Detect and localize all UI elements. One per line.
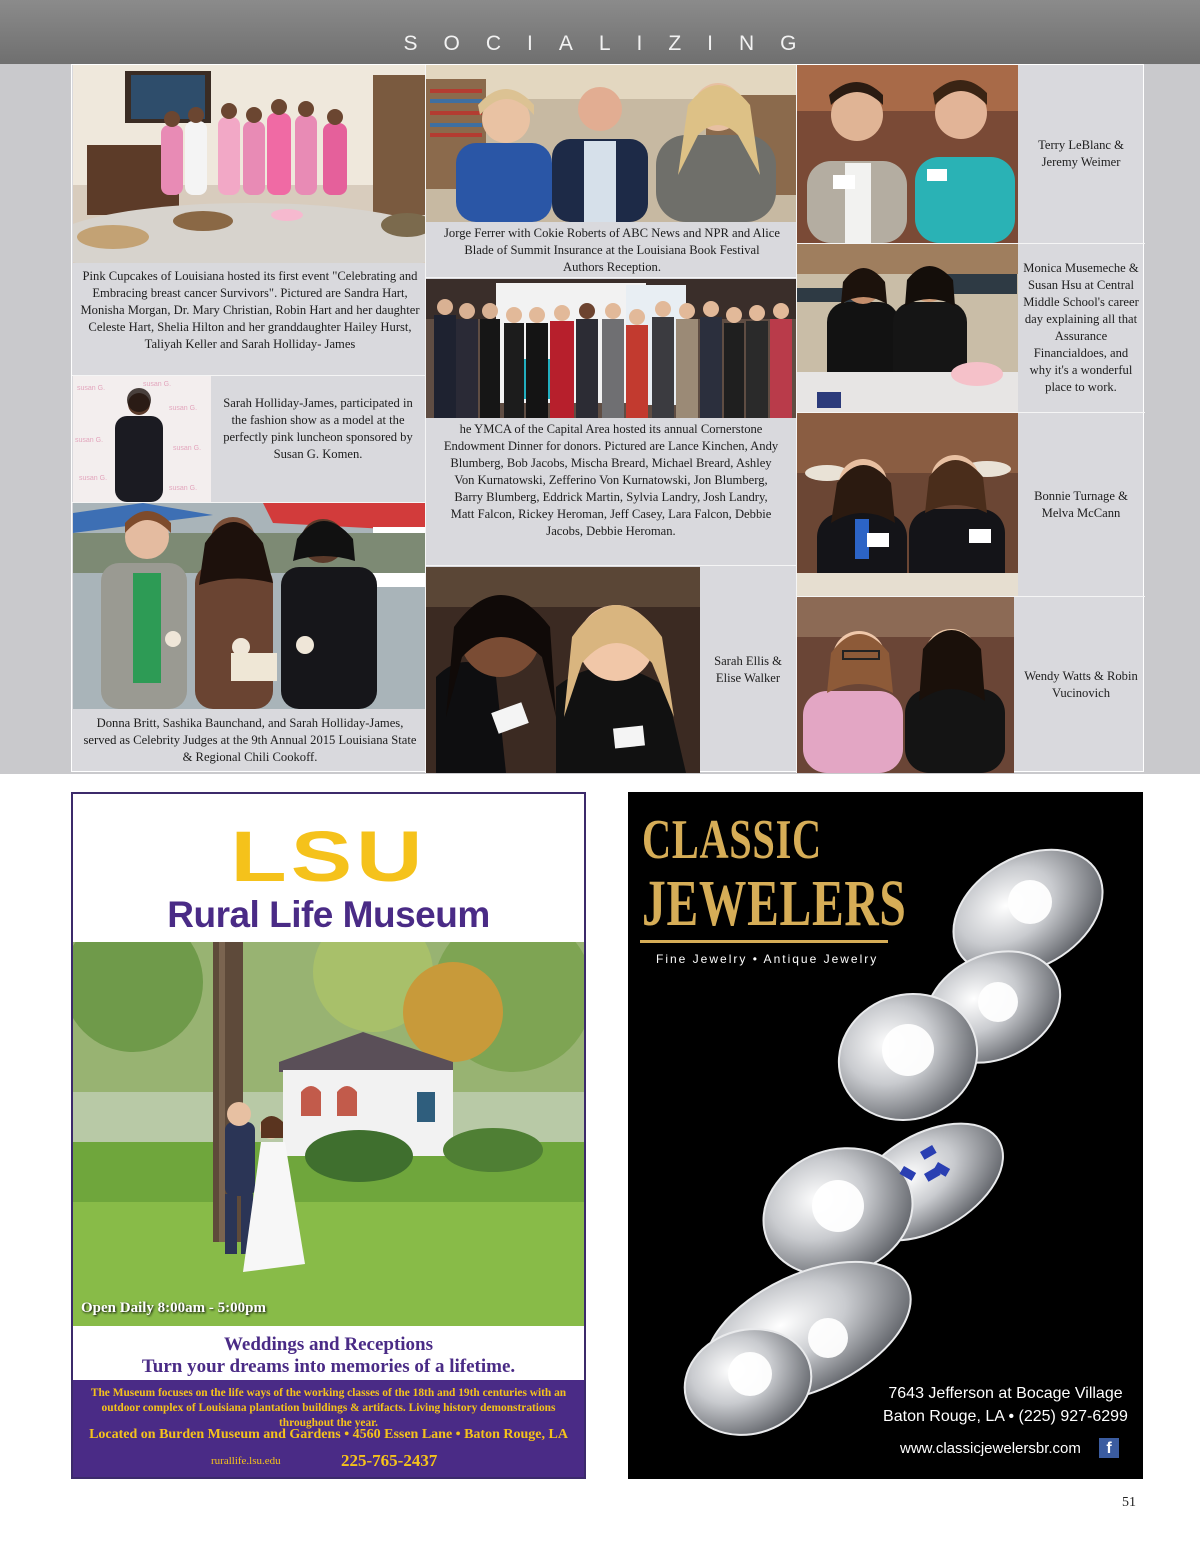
page-number: 51 <box>1122 1495 1136 1510</box>
lsu-hours: Open Daily 8:00am - 5:00pm <box>81 1300 266 1316</box>
lsu-location: Located on Burden Museum and Gardens • 4560 Essen Lane • Baton Rouge, LA <box>89 1427 568 1442</box>
lsu-phone[interactable]: 225-765-2437 <box>341 1451 438 1470</box>
svg-text:susan G.: susan G. <box>173 445 202 452</box>
svg-text:susan G.: susan G. <box>75 437 104 444</box>
caption-wendy: Wendy Watts & Robin Vucinovich <box>1024 669 1138 700</box>
lsu-weddings-line2: Turn your dreams into memories of a lifetime. <box>141 1356 516 1377</box>
svg-text:susan G.: susan G. <box>79 475 108 482</box>
divider <box>425 565 796 566</box>
caption-ymca: he YMCA of the Capital Area hosted its annual Cornerstone Endowment Dinner for donors. Pictured are Lance Kinchen, Andy Blumberg, Bob Jacobs, Mischa Breard, Michael Breard, Ashley Von Kurnatowski, Zefferino Von Kurnatowski, Jon Blumberg, Barry Blumberg, Eddrick Martin, Sylvia Landry, Josh Landry, Matt Falcon, Rickey Heroman, Jeff Casey, Lara Falcon, Debbie Jacobs, Debbie Heroman. <box>443 422 779 538</box>
lsu-weddings-line1: Weddings and Receptions <box>223 1334 434 1355</box>
caption-sarah-ellis: Sarah Ellis & Elise Walker <box>714 654 782 685</box>
tagline: Fine Jewelry • Antique Jewelry <box>656 952 879 966</box>
ad-lsu-rural-life-museum[interactable] <box>71 792 586 1479</box>
caption-monica: Monica Musemeche & Susan Hsu at Central Middle School's career day explaining all that Assurance Financialdoes, and why it's a wonderful place to work. <box>1023 261 1139 394</box>
photo-jorge-ferrer <box>426 65 796 222</box>
photo-pink-cupcakes <box>73 65 425 263</box>
svg-text:susan G.: susan G. <box>143 381 172 388</box>
lsu-museum-name: Rural Life Museum <box>167 894 490 935</box>
svg-text:susan G.: susan G. <box>169 405 198 412</box>
lsu-website-link[interactable]: rurallife.lsu.edu <box>211 1455 281 1467</box>
caption-jorge-ferrer: Jorge Ferrer with Cokie Roberts of ABC News and NPR and Alice Blade of Summit Insurance at the Louisiana Book Festival Authors Reception. <box>444 226 780 274</box>
lsu-description: The Museum focuses on the life ways of the working classes of the 18th and 19th centuries with an outdoor complex of Louisiana plantation buildings & artifacts. Living history demonstrations throughout the year. <box>90 1387 567 1429</box>
photo-chili-cookoff <box>73 503 425 709</box>
photo-grid <box>71 64 1144 772</box>
photo-sarah-holliday-komen <box>73 376 211 502</box>
caption-chili-cookoff: Donna Britt, Sashika Baunchand, and Sarah Holliday-James, served as Celebrity Judges at the 9th Annual 2015 Louisiana State & Regional Chili Cookoff. <box>83 716 417 764</box>
photo-monica-musemeche <box>797 244 1018 412</box>
caption-pink-cupcakes: Pink Cupcakes of Louisiana hosted its first event "Celebrating and Embracing breast cancer Survivors". Pictured are Sandra Hart, Monisha Morgan, Dr. Mary Christian, Robin Hart and her daughter Celeste Hart, Shelia Hilton and her granddaughter Hailey Hurst, Taliyah Keller and Sarah Holliday- James <box>80 269 420 351</box>
caption-terry-leblanc: Terry LeBlanc & Jeremy Weimer <box>1038 138 1124 169</box>
lsu-info-band <box>73 1380 584 1477</box>
divider <box>425 277 796 278</box>
classic-website-link[interactable]: www.classicjewelersbr.com <box>900 1440 1081 1457</box>
photo-ymca-dinner <box>426 279 796 418</box>
address-line1: 7643 Jefferson at Bocage Village <box>888 1385 1123 1402</box>
facebook-icon[interactable]: f <box>1099 1438 1119 1458</box>
lsu-weddings <box>73 1334 584 1378</box>
photo-wendy-watts <box>797 597 1014 773</box>
lsu-wedding-photo <box>73 942 584 1326</box>
classic-jewelers-logo <box>642 808 1009 940</box>
lsu-logo: LSU <box>230 817 427 897</box>
address-line2[interactable]: Baton Rouge, LA • (225) 927-6299 <box>883 1408 1128 1425</box>
photo-terry-leblanc <box>797 65 1018 243</box>
logo-rule <box>640 940 888 943</box>
photo-sarah-ellis <box>426 567 700 773</box>
address <box>878 1382 1133 1428</box>
svg-text:susan G.: susan G. <box>77 385 106 392</box>
caption-bonnie: Bonnie Turnage & Melva McCann <box>1034 488 1128 520</box>
photo-bonnie-turnage <box>797 413 1018 596</box>
svg-text:susan G.: susan G. <box>169 485 198 492</box>
section-title: SOCIALIZING <box>403 32 823 55</box>
logo-line2: JEWELERS <box>642 867 907 940</box>
ad-classic-jewelers[interactable] <box>628 792 1143 1479</box>
caption-sarah-holliday: Sarah Holliday-James, participated in the fashion show as a model at the perfectly pink luncheon sponsored by Susan G. Komen. <box>223 396 413 461</box>
logo-line1: CLASSIC <box>642 809 822 871</box>
